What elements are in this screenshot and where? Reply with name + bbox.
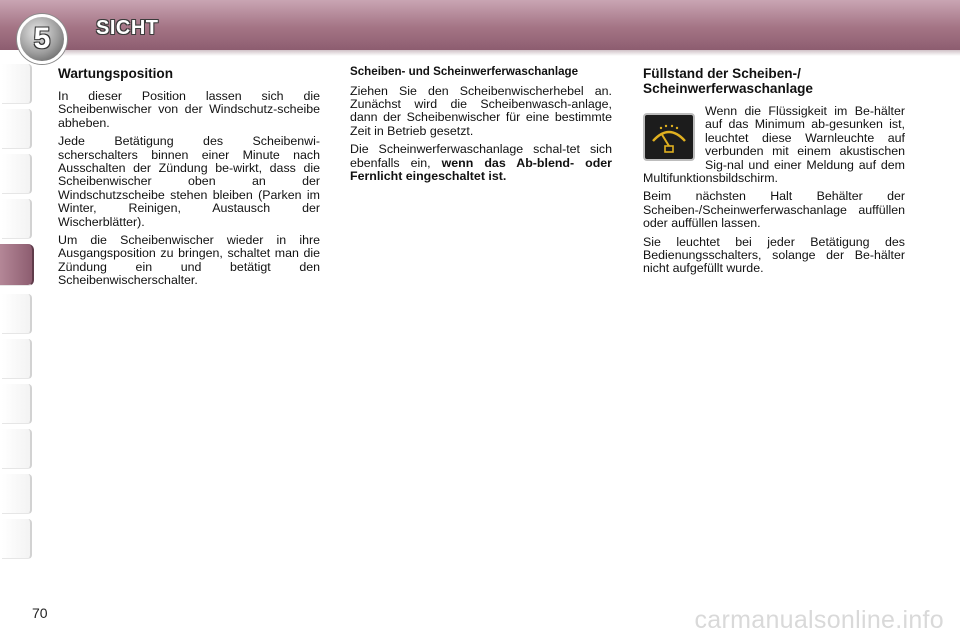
paragraph: Sie leuchtet bei jeder Betätigung des Bedienungsschalters, solange der Be-hälter nicht aufgefüllt wurde. <box>643 234 905 276</box>
washer-fluid-warning-symbol <box>649 119 689 155</box>
column-fuellstand <box>643 66 905 281</box>
side-tab-11[interactable] <box>2 519 32 559</box>
paragraph-text: Die Scheinwerferwaschanlage schal-tet sich ebenfalls ein, <box>350 142 612 170</box>
side-tab-7[interactable] <box>2 339 32 379</box>
paragraph-bold-text: wenn das Ab-blend- oder Fernlicht eingeschaltet ist. <box>350 155 612 183</box>
column-wartungsposition <box>58 66 320 293</box>
section-heading: Scheiben- und Scheinwerferwaschanlage <box>350 65 579 78</box>
section-heading: Wartungsposition <box>58 66 174 81</box>
chapter-number: 5 <box>33 22 51 55</box>
side-tab-4[interactable] <box>2 199 32 239</box>
side-tab-9[interactable] <box>2 429 32 469</box>
side-tab-10[interactable] <box>2 474 32 514</box>
paragraph: Ziehen Sie den Scheibenwischerhebel an. Zunächst wird die Scheibenwasch-anlage, dann der Scheibenwischer für eine bestimmte Zeit in Betrieb gesetzt. <box>350 83 612 138</box>
side-tab-1[interactable] <box>2 64 32 104</box>
side-tab-3[interactable] <box>2 154 32 194</box>
section-heading: Füllstand der Scheiben-/ Scheinwerferwaschanlage <box>643 66 813 96</box>
paragraph <box>350 143 612 183</box>
paragraph: Wenn die Flüssigkeit im Be-hälter auf das Minimum ab-gesunken ist, leuchtet diese Warnleuchte auf verbunden mit einem akustischen Sig-nal und einer Meldung auf dem Multifunktionsbildschirm. <box>643 104 905 186</box>
watermark: carmanualsonline.info <box>694 606 944 634</box>
chapter-side-tabs <box>0 64 34 574</box>
paragraph: Um die Scheibenwischer wieder in ihre Ausgangsposition zu bringen, schaltet man die Zündung ein und betätigt den Scheibenwischerschalter. <box>58 233 320 288</box>
side-tab-2[interactable] <box>2 109 32 149</box>
chapter-badge <box>17 14 67 64</box>
side-tab-8[interactable] <box>2 384 32 424</box>
paragraph: In dieser Position lassen sich die Scheibenwischer von der Windschutz-scheibe abheben. <box>58 89 320 130</box>
side-tab-5-active[interactable] <box>0 244 34 286</box>
paragraph: Jede Betätigung des Scheibenwi-scherschalters binnen einer Minute nach Ausschalten der Zündung be-wirkt, dass die Scheibenwischer oben an der Windschutzscheibe stehen bleiben (Parken im Winter, Reinigen, Austausch der Wischerblätter). <box>58 134 320 229</box>
header-shadow <box>60 50 960 56</box>
column-waschanlage <box>350 66 612 188</box>
page-number: 70 <box>32 605 48 621</box>
chapter-title: SICHT <box>96 17 159 39</box>
paragraph: Beim nächsten Halt Behälter der Scheiben-/Scheinwerferwaschanlage auffüllen oder auffüllen lassen. <box>643 189 905 231</box>
washer-fluid-warning-icon <box>643 113 695 161</box>
side-tab-6[interactable] <box>2 294 32 334</box>
